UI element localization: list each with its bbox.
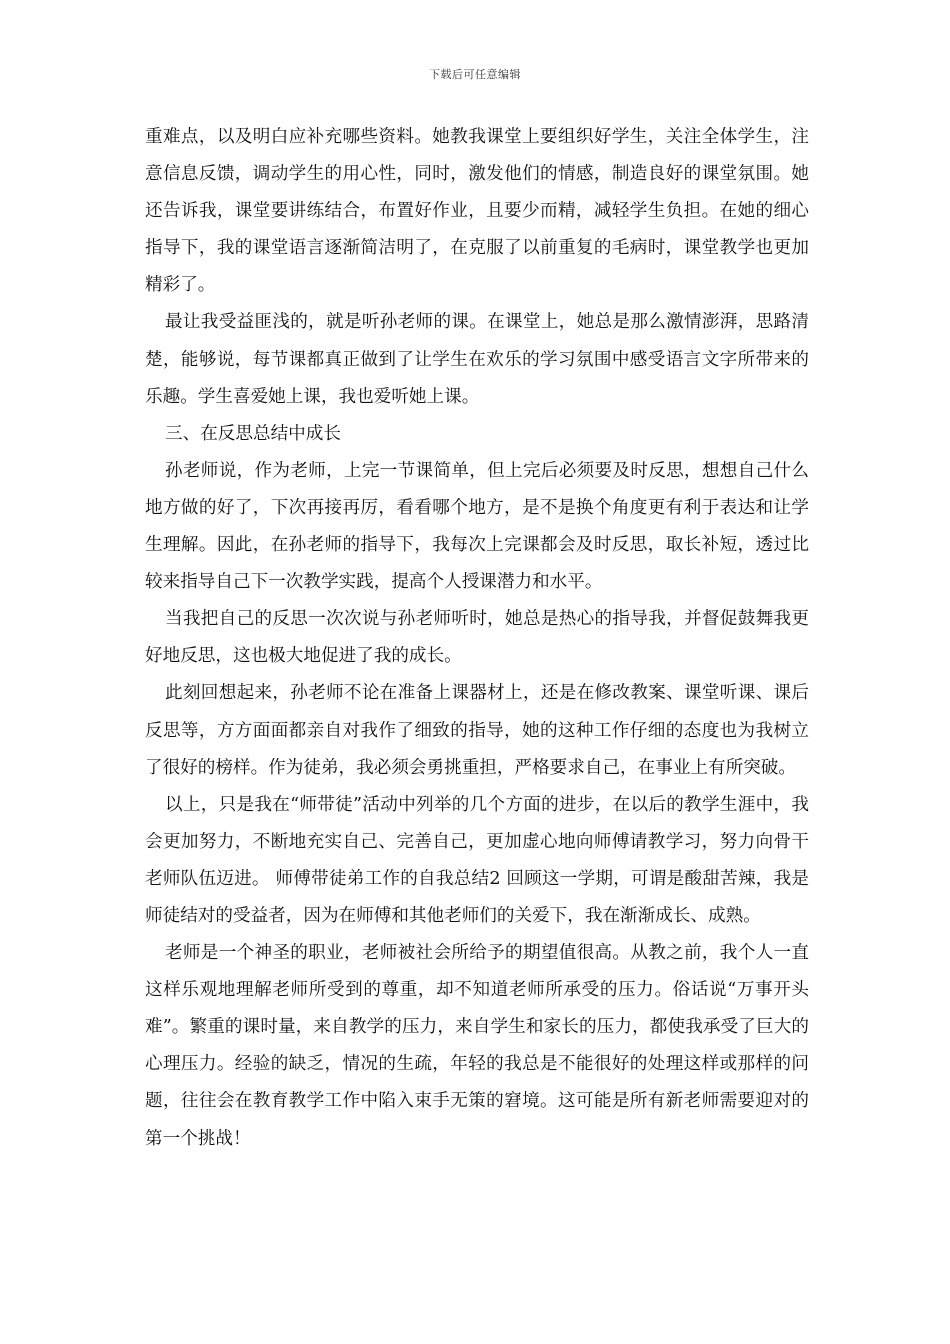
paragraph: 最让我受益匪浅的，就是听孙老师的课。在课堂上，她总是那么激情澎湃，思路清楚，能够说，每节课都真正做到了让学生在欢乐的学习氛围中感受语言文字所带来的乐趣。学生喜爱她上课，我也爱听她上课。 <box>145 312 809 407</box>
paragraph: 以上，只是我在“师带徒”活动中列举的几个方面的进步，在以后的教学生涯中，我会更加努力，不断地充实自己、完善自己，更加虚心地向师傅请教学习，努力向骨干老师队伍迈进。 师傅带徒弟工作的自我总结2 回顾这一学期，可谓是酸甜苦辣，我是师徒结对的受益者，因为在师傅和其他老师们的关爱下，我在渐渐成长、成熟。 <box>145 794 809 926</box>
paragraph: 此刻回想起来，孙老师不论在准备上课器材上，还是在修改教案、课堂听课、课后反思等，方方面面都亲自对我作了细致的指导，她的这种工作仔细的态度也为我树立了很好的榜样。作为徒弟，我必须会勇挑重担，严格要求自己，在事业上有所突破。 <box>145 683 809 778</box>
page-header: 下载后可任意编辑 <box>429 68 521 81</box>
section-heading: 三、在反思总结中成长 <box>165 423 341 444</box>
paragraph: 孙老师说，作为老师，上完一节课简单，但上完后必须要及时反思，想想自己什么地方做的好了，下次再接再厉，看看哪个地方，是不是换个角度更有利于表达和让学生理解。因此，在孙老师的指导下，我每次上完课都会及时反思，取长补短，透过比较来指导自己下一次教学实践，提高个人授课潜力和水平。 <box>145 460 809 593</box>
paragraph: 当我把自己的反思一次次说与孙老师听时，她总是热心的指导我，并督促鼓舞我更好地反思，这也极大地促进了我的成长。 <box>145 609 809 667</box>
paragraph: 重难点，以及明白应补充哪些资料。她教我课堂上要组织好学生，关注全体学生，注意信息反馈，调动学生的用心性，同时，激发他们的情感，制造良好的课堂氛围。她还告诉我，课堂要讲练结合，布置好作业，且要少而精，减轻学生负担。在她的细心指导下，我的课堂语言逐渐简洁明了，在克服了以前重复的毛病时，课堂教学也更加精彩了。 <box>145 127 809 296</box>
document-body <box>145 119 809 1158</box>
paragraph: 老师是一个神圣的职业，老师被社会所给予的期望值很高。从教之前，我个人一直这样乐观地理解老师所受到的尊重，却不知道老师所承受的压力。俗话说“万事开头难”。繁重的课时量，来自教学的压力，来自学生和家长的压力，都使我承受了巨大的心理压力。经验的缺乏，情况的生疏，年轻的我总是不能很好的处理这样或那样的问题，往往会在教育教学工作中陷入束手无策的窘境。这可能是所有新老师需要迎对的第一个挑战！ <box>145 943 809 1149</box>
